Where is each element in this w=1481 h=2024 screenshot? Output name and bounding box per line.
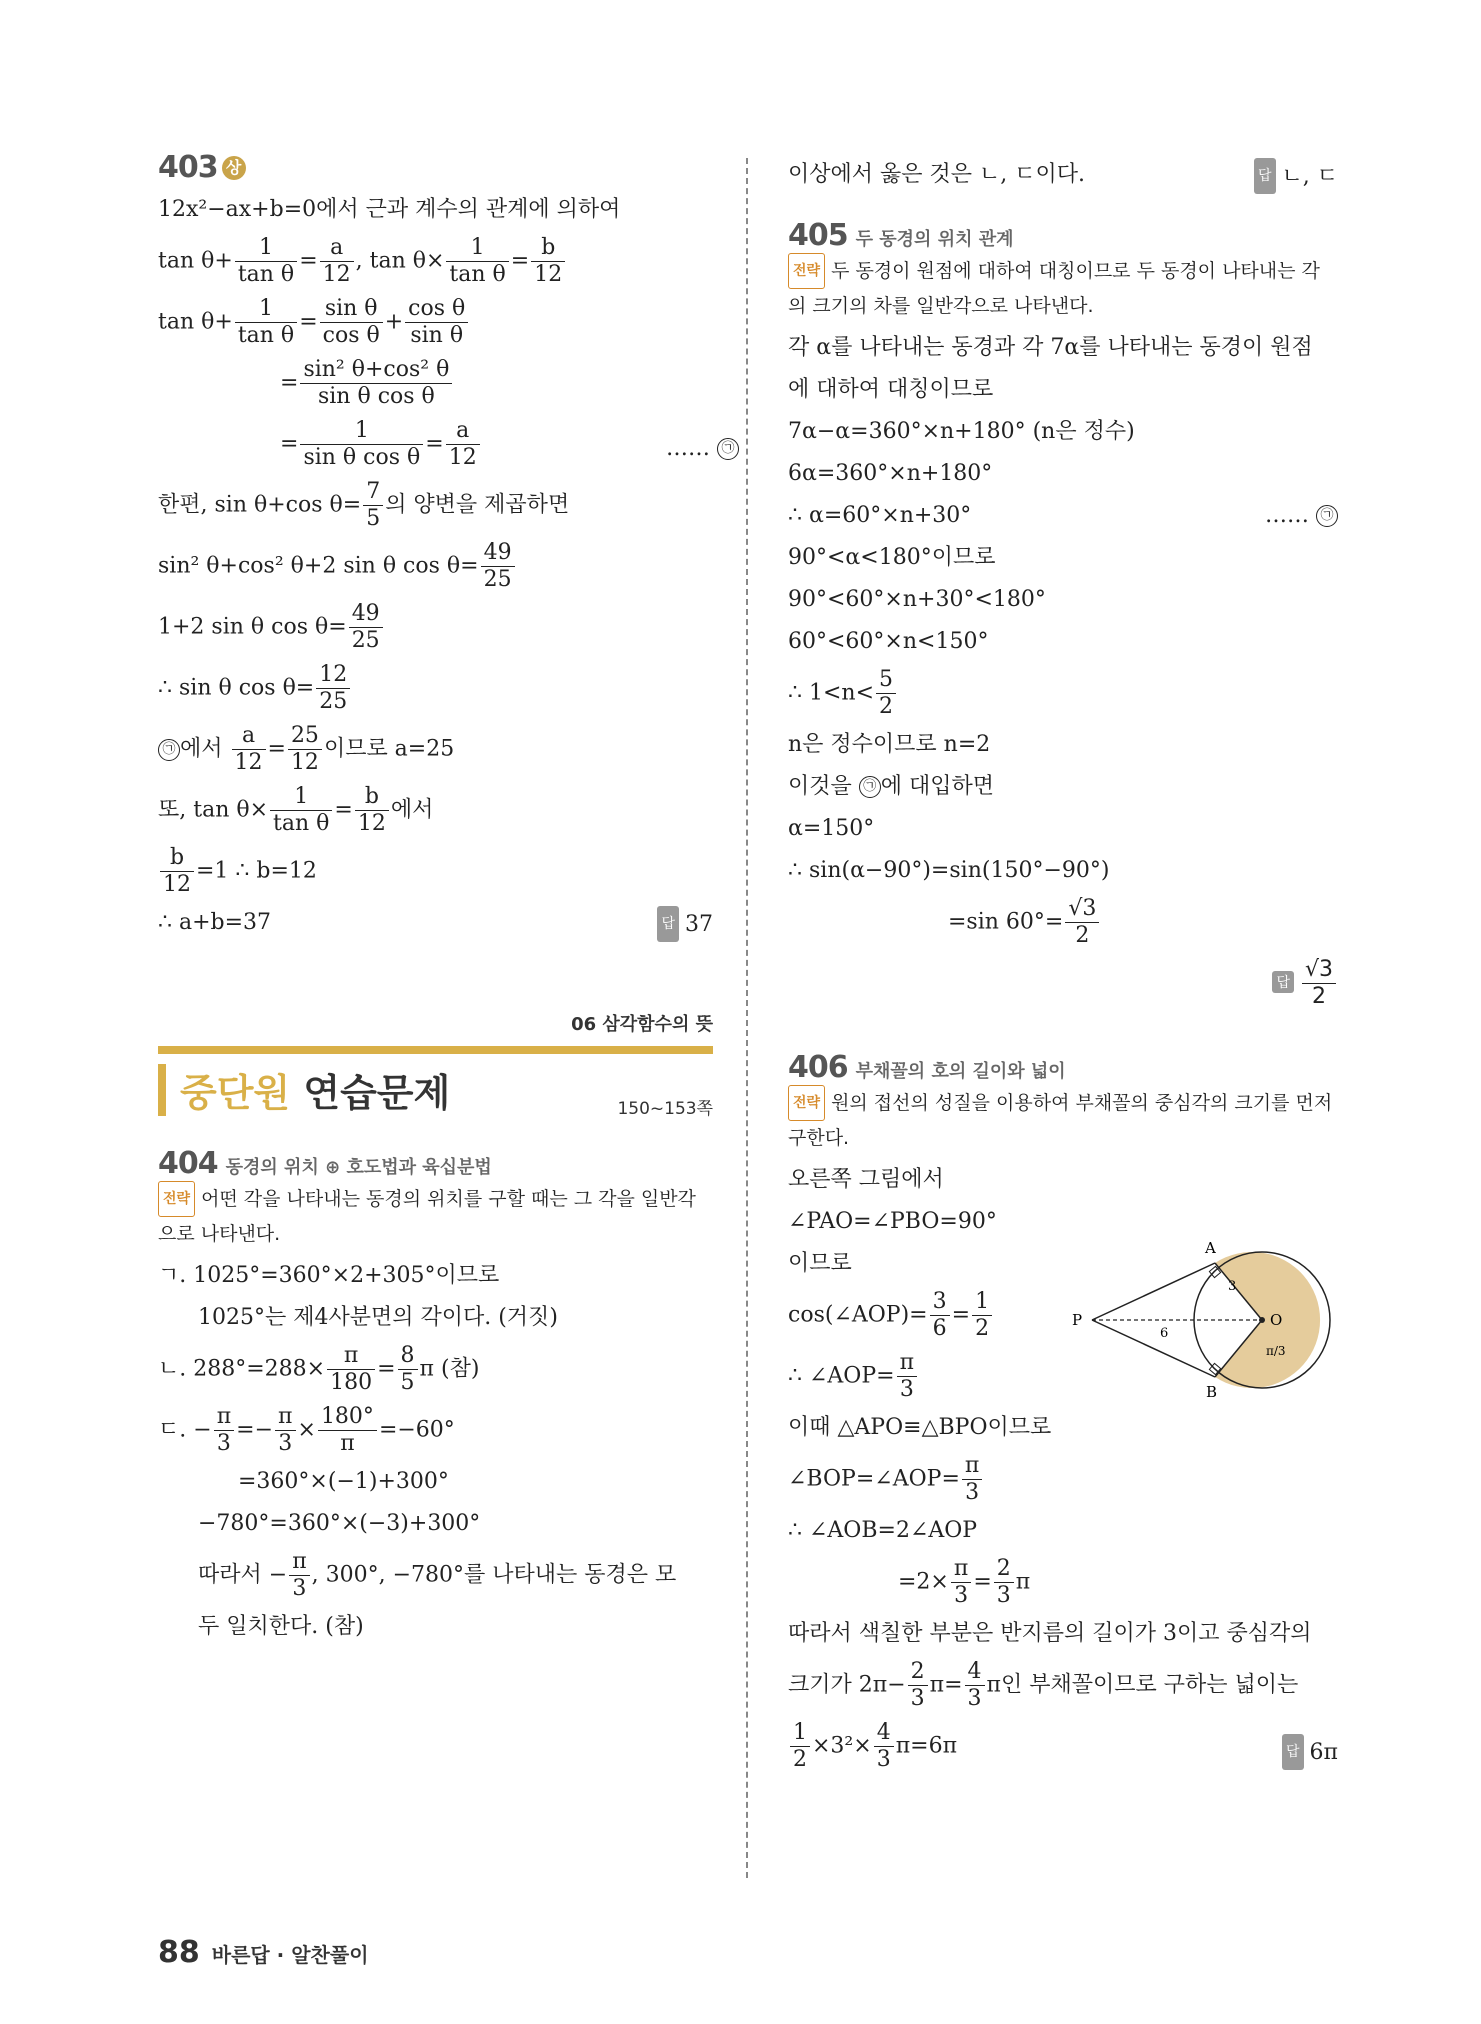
column-divider — [746, 158, 748, 1878]
problem-403-header — [158, 150, 713, 185]
difficulty-badge: 상 — [222, 156, 246, 180]
text-line: ∴ ∠AOB=2∠AOP — [788, 1518, 978, 1543]
section-banner — [158, 1046, 713, 1124]
equation-line: ∴ ∠AOP= $\frac{\pi}{3}$ — [788, 1350, 1338, 1403]
text-line: 따라서 색칠한 부분은 반지름의 길이가 3이고 중심각의 — [788, 1621, 1312, 1646]
equation-line: 한편, sin θ+cos θ= $\frac{7}{5}$ 의 양변을 제곱하면 — [158, 479, 570, 531]
equation-line: 1+2 sin θ cos θ= $\frac{49}{25}$ — [158, 601, 713, 654]
text-line: n은 정수이므로 n=2 — [788, 732, 991, 757]
svg-text:3: 3 — [1228, 1279, 1237, 1294]
svg-text:P: P — [1072, 1311, 1083, 1329]
equation-line: 이것을 ㉠ 에 대입하면 — [788, 774, 995, 799]
text-line: 90°<α<180°이므로 — [788, 545, 996, 570]
strategy-text: 전략 두 동경이 원점에 대하여 대칭이므로 두 동경이 나타내는 각의 크기의 차를 일반각으로 나타낸다. — [788, 253, 1338, 323]
answer: 37 — [685, 912, 713, 937]
equation-line: tan θ+ $\frac{1}{\text{tan θ}}$ = $\frac{a}{12}$ , tan θ× $\frac{1}{\text{tan θ}}$ = $\frac{b}{12}$ — [158, 235, 713, 288]
svg-text:B: B — [1206, 1383, 1218, 1401]
equation-line: 따라서 − $\frac{\pi}{3}$ , 300°, −780°를 나타내는 동경은 모 — [198, 1549, 677, 1601]
equation-line: $\frac{1}{2}$ ×3²× $\frac{4}{3}$ π=6π 답 6π — [788, 1720, 1338, 1773]
text-line: ∴ sin(α−90°)=sin(150°−90°) — [788, 858, 1110, 883]
equation-line: 크기가 2π− $\frac{2}{3}$ π= $\frac{4}{3}$ π인 부채꼴이므로 구하는 넓이는 — [788, 1659, 1299, 1711]
left-column — [158, 150, 735, 1652]
equation-line: ∴ sin θ cos θ= $\frac{12}{25}$ — [158, 662, 713, 715]
text-line: 에 대하여 대칭이므로 — [788, 377, 994, 402]
equation-line: =sin 60°= $\frac{√3}{2}$ — [788, 896, 1338, 949]
text-line: 이상에서 옳은 것은 ㄴ, ㄷ이다. 답 ㄴ, ㄷ — [788, 158, 1338, 192]
text-line: 12x²−ax+b=0에서 근과 계수의 관계에 의하여 — [158, 197, 621, 222]
text-line: −780°=360°×(−3)+300° — [198, 1511, 481, 1536]
equation-line: ∴ a+b=37 답 37 — [158, 906, 713, 940]
text-line: ㄱ. 1025°=360°×2+305°이므로 — [158, 1263, 500, 1288]
equation-line: ㄷ. − $\frac{\pi}{3}$ =− $\frac{\pi}{3}$ × $\frac{180^\circ}{\pi}$ =−60° — [158, 1404, 455, 1456]
text-line: =360°×(−1)+300° — [238, 1469, 449, 1494]
svg-text:6: 6 — [1160, 1326, 1169, 1341]
problem-406-header: 406 부채꼴의 호의 길이와 넓이 — [788, 1050, 1066, 1085]
equation-line: = $\frac{\text{sin² θ+cos² θ}}{\text{sin θ cos θ}}$ — [158, 357, 713, 410]
section-pages: 150~153쪽 — [617, 1099, 713, 1119]
shaded-sector — [1215, 1252, 1320, 1388]
svg-text:π/3: π/3 — [1266, 1344, 1286, 1358]
svg-text:O: O — [1270, 1311, 1283, 1329]
answer-badge: 답 — [657, 906, 679, 942]
tangent-sector-diagram — [1070, 1235, 1340, 1415]
text-line: 두 일치한다. (참) — [198, 1614, 364, 1639]
strategy-text: 전략 원의 접선의 성질을 이용하여 부채꼴의 중심각의 크기를 먼저 구한다. — [788, 1085, 1338, 1155]
svg-text:A: A — [1205, 1239, 1216, 1257]
equation-line: 또, tan θ× $\frac{1}{\text{tan θ}}$ = $\frac{b}{12}$ 에서 — [158, 784, 434, 836]
text-line: 6α=360°×n+180° — [788, 461, 993, 486]
text-line: 이때 △APO≡△BPO이므로 — [788, 1415, 1052, 1440]
answer: 답 $\frac{√3}{2}$ — [788, 957, 1338, 1010]
equation-line: sin² θ+cos² θ+2 sin θ cos θ= $\frac{49}{25}$ — [158, 540, 713, 593]
right-column — [788, 150, 1338, 1781]
problem-404-header: 404 동경의 위치 ⊕ 호도법과 육십분법 — [158, 1146, 492, 1181]
equation-line: =2× $\frac{\pi}{3}$ = $\frac{2}{3}$ π — [898, 1556, 1031, 1608]
problem-405-header: 405 두 동경의 위치 관계 — [788, 218, 1014, 253]
equation-line: = $\frac{1}{\text{sin θ cos θ}}$ = $\frac{a}{12}$ …… ㉠ — [158, 418, 713, 471]
strategy-text: 전략 어떤 각을 나타내는 동경의 위치를 구할 때는 그 각을 일반각으로 나타낸다. — [158, 1181, 713, 1251]
equation-line: ∠BOP=∠AOP= $\frac{\pi}{3}$ — [788, 1453, 1338, 1506]
text-line: α=150° — [788, 816, 875, 841]
section-subtitle: 06 삼각함수의 뜻 — [571, 1014, 713, 1035]
text-line: ∠PAO=∠PBO=90° — [788, 1209, 997, 1234]
text-line: 오른쪽 그림에서 — [788, 1167, 944, 1192]
text-line: 이므로 — [788, 1251, 852, 1276]
section-title: 중단원 연습문제 — [180, 1071, 451, 1115]
equation-line: cos(∠AOP)= $\frac{3}{6}$ = $\frac{1}{2}$ — [788, 1289, 1338, 1342]
text-line: 90°<60°×n+30°<180° — [788, 587, 1046, 612]
equation-line: $\frac{b}{12}$ =1 ∴ b=12 — [158, 845, 713, 898]
equation-line: ㄴ. 288°=288× $\frac{\pi}{180}$ = $\frac{8}{5}$ π (참) — [158, 1343, 480, 1395]
equation-line: tan θ+ $\frac{1}{\text{tan θ}}$ = $\frac{\text{sin θ}}{\text{cos θ}}$ + $\frac{\text{cos θ}}{\text{sin θ}}$ — [158, 296, 713, 349]
problem-number: 403 — [158, 150, 218, 185]
equation-line: ∴ α=60°×n+30° …… ㉠ — [788, 499, 1338, 533]
text-line: 각 α를 나타내는 동경과 각 7α를 나타내는 동경이 원점 — [788, 335, 1313, 360]
text-line: 1025°는 제4사분면의 각이다. (거짓) — [198, 1305, 558, 1330]
equation-line: ∴ 1<n< $\frac{5}{2}$ — [788, 667, 1338, 720]
text-line: 60°<60°×n<150° — [788, 629, 989, 654]
equation-line: ㉠ 에서 $\frac{a}{12}$ = $\frac{25}{12}$ 이므로 a=25 — [158, 723, 713, 776]
text-line: 7α−α=360°×n+180° (n은 정수) — [788, 419, 1135, 444]
page-footer: 88 바른답 · 알찬풀이 — [158, 1935, 369, 1970]
